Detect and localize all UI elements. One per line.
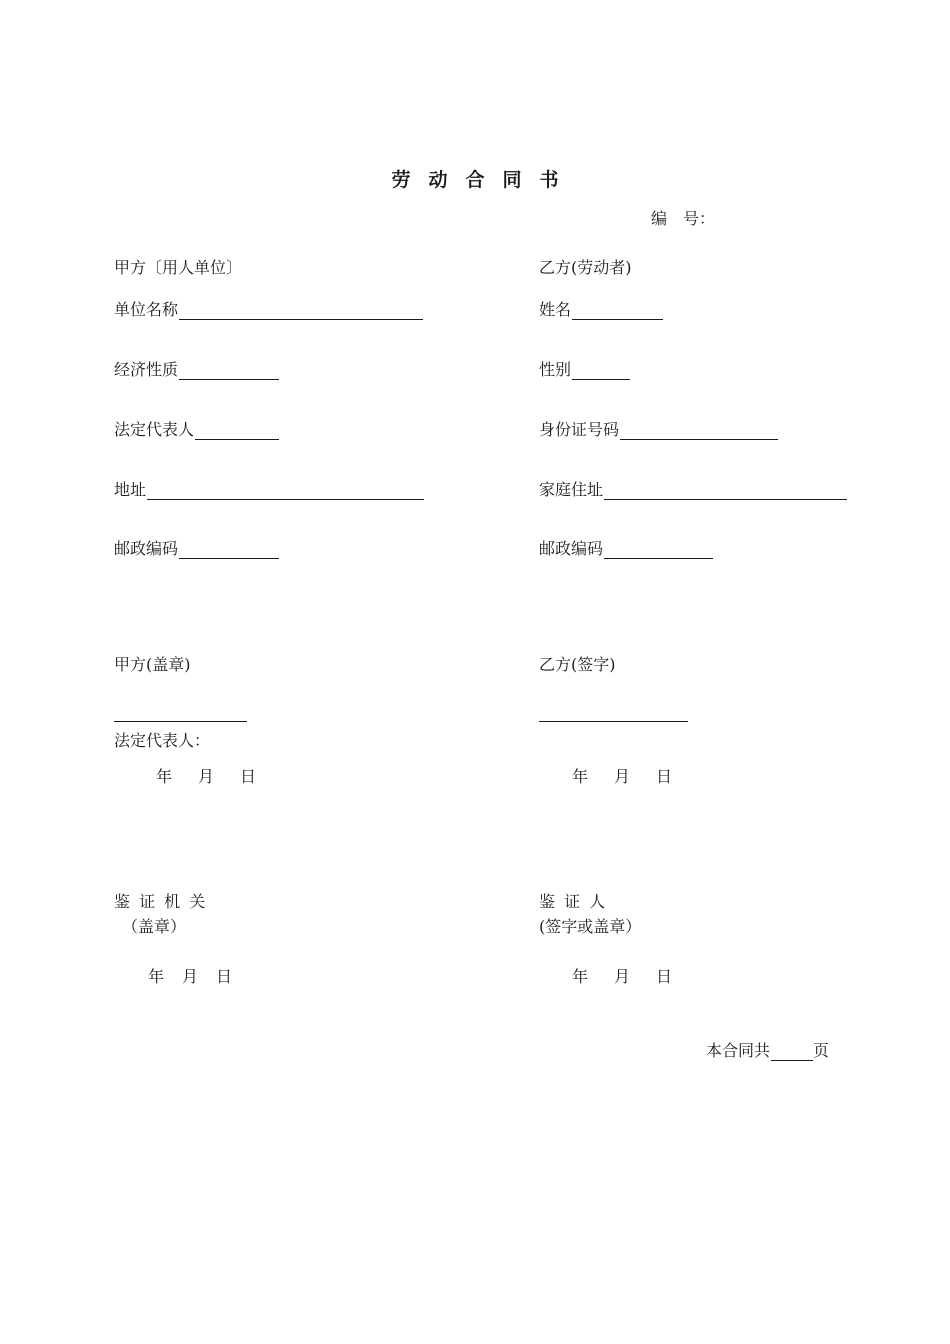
day-label: 日 bbox=[240, 767, 257, 786]
day-label: 日 bbox=[216, 967, 233, 986]
month-label: 月 bbox=[614, 767, 631, 786]
party-b-postal-field[interactable] bbox=[539, 539, 713, 559]
name-blank[interactable] bbox=[572, 302, 663, 320]
legal-rep-label: 法定代表人 bbox=[114, 420, 195, 439]
verifier-sign: (签字或盖章） bbox=[539, 917, 642, 936]
title-char: 合 bbox=[465, 169, 485, 191]
party-b-sign-label: 乙方(签字) bbox=[539, 655, 616, 674]
party-a-heading: 甲方〔用人单位〕 bbox=[114, 258, 243, 277]
page-count-field[interactable] bbox=[706, 1041, 829, 1061]
title-char: 同 bbox=[502, 169, 522, 191]
page-count-blank[interactable] bbox=[771, 1043, 813, 1061]
home-address-field[interactable] bbox=[539, 480, 847, 500]
authority-date bbox=[148, 967, 232, 987]
party-b-date bbox=[572, 767, 672, 787]
name-label: 姓名 bbox=[539, 300, 572, 319]
title-char: 书 bbox=[539, 169, 559, 191]
party-b-postal-blank[interactable] bbox=[604, 541, 713, 559]
party-a-signature-line[interactable] bbox=[114, 721, 247, 722]
party-b-postal-label: 邮政编码 bbox=[539, 539, 604, 558]
address-blank[interactable] bbox=[147, 482, 424, 500]
year-label: 年 bbox=[572, 767, 589, 786]
document-title bbox=[0, 168, 950, 192]
party-a-postal-field[interactable] bbox=[114, 539, 279, 559]
number-label: 编 号： bbox=[651, 209, 716, 228]
economic-nature-label: 经济性质 bbox=[114, 360, 179, 379]
verifier-date bbox=[572, 967, 672, 987]
legal-rep-field[interactable] bbox=[114, 420, 279, 440]
year-label: 年 bbox=[156, 767, 173, 786]
month-label: 月 bbox=[614, 967, 631, 986]
year-label: 年 bbox=[148, 967, 165, 986]
party-a-date bbox=[156, 767, 256, 787]
id-number-blank[interactable] bbox=[620, 422, 778, 440]
legal-rep-sign-label: 法定代表人： bbox=[114, 731, 211, 750]
unit-name-blank[interactable] bbox=[179, 302, 423, 320]
home-address-blank[interactable] bbox=[604, 482, 847, 500]
verification-authority-label: 鉴 证 机 关 bbox=[114, 892, 206, 911]
verification-authority-seal: （盖章） bbox=[122, 917, 187, 936]
party-b-heading: 乙方(劳动者) bbox=[539, 258, 632, 277]
gender-field[interactable] bbox=[539, 360, 630, 380]
unit-name-label: 单位名称 bbox=[114, 300, 179, 319]
month-label: 月 bbox=[182, 967, 199, 986]
day-label: 日 bbox=[656, 967, 673, 986]
unit-name-field[interactable] bbox=[114, 300, 423, 320]
id-number-field[interactable] bbox=[539, 420, 778, 440]
verifier-label: 鉴 证 人 bbox=[539, 892, 606, 911]
id-number-label: 身份证号码 bbox=[539, 420, 620, 439]
day-label: 日 bbox=[656, 767, 673, 786]
legal-rep-blank[interactable] bbox=[195, 422, 279, 440]
title-char: 劳 bbox=[391, 169, 411, 191]
home-address-label: 家庭住址 bbox=[539, 480, 604, 499]
month-label: 月 bbox=[198, 767, 215, 786]
gender-blank[interactable] bbox=[572, 362, 630, 380]
page-count-suffix: 页 bbox=[813, 1041, 830, 1060]
party-b-signature-line[interactable] bbox=[539, 721, 688, 722]
page-count-prefix: 本合同共 bbox=[706, 1041, 771, 1060]
party-a-seal-label: 甲方(盖章) bbox=[114, 655, 191, 674]
party-a-postal-blank[interactable] bbox=[179, 541, 279, 559]
year-label: 年 bbox=[572, 967, 589, 986]
address-label: 地址 bbox=[114, 480, 147, 499]
address-field[interactable] bbox=[114, 480, 424, 500]
economic-nature-field[interactable] bbox=[114, 360, 279, 380]
party-a-postal-label: 邮政编码 bbox=[114, 539, 179, 558]
name-field[interactable] bbox=[539, 300, 663, 320]
economic-nature-blank[interactable] bbox=[179, 362, 279, 380]
title-char: 动 bbox=[428, 169, 448, 191]
gender-label: 性别 bbox=[539, 360, 572, 379]
